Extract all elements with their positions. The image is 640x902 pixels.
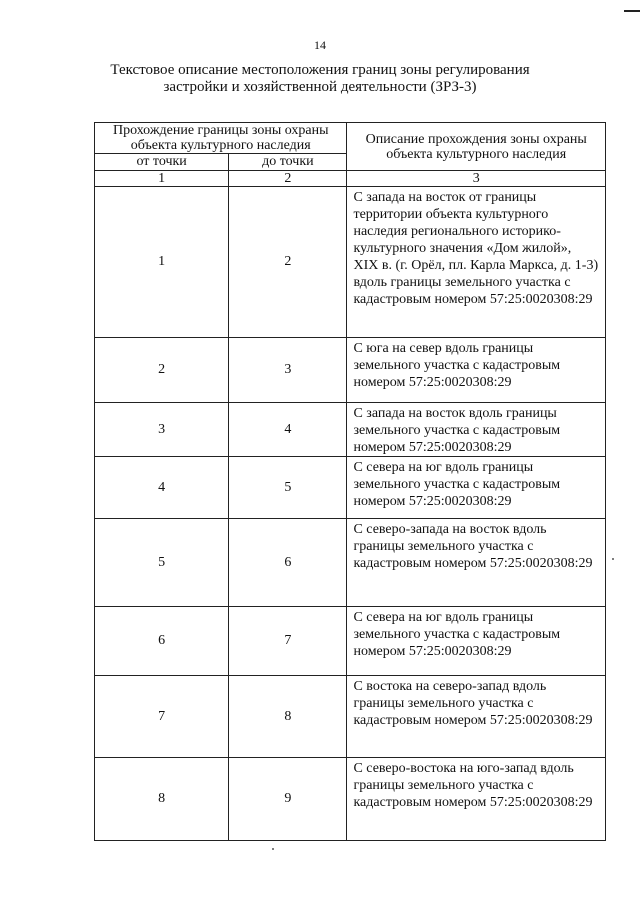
- to-point-cell: 4: [229, 403, 347, 457]
- from-point-cell: 2: [95, 338, 229, 403]
- header-to-point: до точки: [229, 154, 347, 171]
- to-point-cell: 8: [229, 676, 347, 758]
- description-cell: С запада на восток от границы территории объекта культурного наследия регионального историко-культурного значения «Дом жилой», XIX в. (г. Орёл, пл. Карла Маркса, д. 1-3) вдоль границы земельного участка с кадастровым номером 57:25:0020308:29: [347, 187, 606, 338]
- description-cell: С северо-востока на юго-запад вдоль границы земельного участка с кадастровым номером 57:25:0020308:29: [347, 758, 606, 841]
- scan-speck: [612, 558, 614, 560]
- document-title: Текстовое описание местоположения границ зоны регулирования застройки и хозяйственной деятельности (ЗРЗ-3): [110, 62, 530, 95]
- description-cell: С севера на юг вдоль границы земельного участка с кадастровым номером 57:25:0020308:29: [347, 607, 606, 676]
- table-row: [95, 519, 606, 607]
- to-point-cell: 6: [229, 519, 347, 607]
- to-point-cell: 3: [229, 338, 347, 403]
- to-point-cell: 9: [229, 758, 347, 841]
- corner-mark: [624, 10, 640, 12]
- to-point-cell: 2: [229, 187, 347, 338]
- from-point-cell: 4: [95, 457, 229, 519]
- table-row: [95, 457, 606, 519]
- from-point-cell: 3: [95, 403, 229, 457]
- description-cell: С юга на север вдоль границы земельного участка с кадастровым номером 57:25:0020308:29: [347, 338, 606, 403]
- from-point-cell: 8: [95, 758, 229, 841]
- scan-speck: [272, 848, 274, 850]
- from-point-cell: 1: [95, 187, 229, 338]
- column-number-2: 2: [229, 171, 347, 187]
- column-number-3: 3: [347, 171, 606, 187]
- description-cell: С северо-запада на восток вдоль границы земельного участка с кадастровым номером 57:25:0020308:29: [347, 519, 606, 607]
- from-point-cell: 7: [95, 676, 229, 758]
- to-point-cell: 7: [229, 607, 347, 676]
- table-row: [95, 676, 606, 758]
- description-cell: С востока на северо-запад вдоль границы земельного участка с кадастровым номером 57:25:0020308:29: [347, 676, 606, 758]
- column-number-1: 1: [95, 171, 229, 187]
- description-cell: С запада на восток вдоль границы земельного участка с кадастровым номером 57:25:0020308:29: [347, 403, 606, 457]
- page-number: 14: [314, 38, 326, 52]
- table-row: [95, 338, 606, 403]
- table-row: [95, 187, 606, 338]
- table-row: [95, 403, 606, 457]
- to-point-cell: 5: [229, 457, 347, 519]
- from-point-cell: 6: [95, 607, 229, 676]
- description-cell: С севера на юг вдоль границы земельного участка с кадастровым номером 57:25:0020308:29: [347, 457, 606, 519]
- from-point-cell: 5: [95, 519, 229, 607]
- table-row: [95, 758, 606, 841]
- header-from-point: от точки: [95, 154, 229, 171]
- header-description: Описание прохождения зоны охраны объекта культурного наследия: [347, 123, 606, 171]
- boundary-table: [94, 122, 606, 841]
- header-boundary-passage: Прохождение границы зоны охраны объекта культурного наследия: [95, 123, 347, 154]
- table-row: [95, 607, 606, 676]
